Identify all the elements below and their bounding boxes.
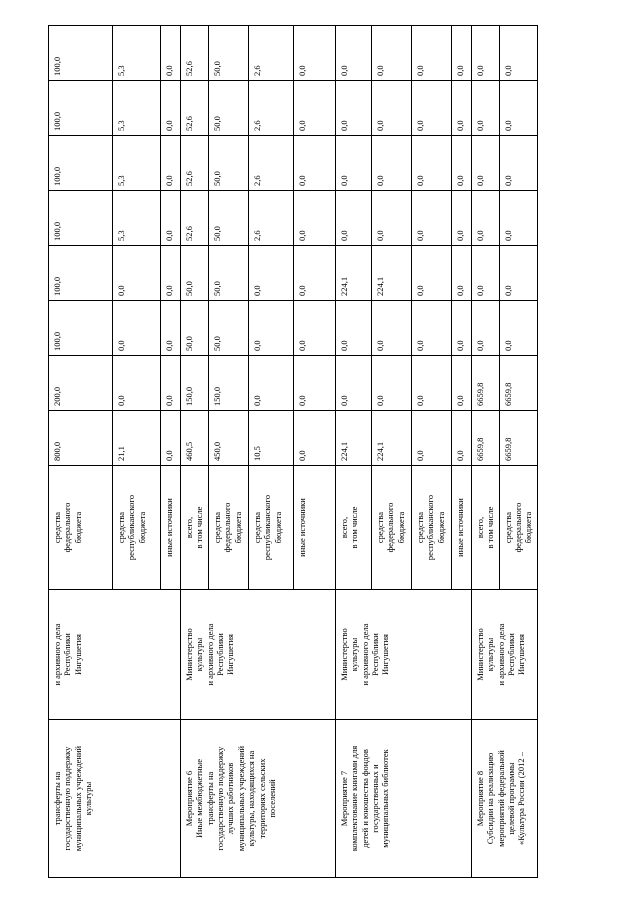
source-cell: средства республиканского бюджета [412,466,452,590]
value-cell: 50,0 [209,136,249,191]
executor-cell: Министерство культуры и архивного дела Республики Ингушетия [472,590,538,720]
value-cell: 0,0 [294,246,336,301]
value-cell: 0,0 [336,301,372,356]
value-cell: 50,0 [181,246,209,301]
executor-cell: и архивного дела Республики Ингушетия [49,590,181,720]
value-cell: 0,0 [372,356,412,411]
executor-cell: Министерство культуры и архивного дела Республики Ингушетия [336,590,472,720]
value-cell: 52,6 [181,191,209,246]
value-cell: 0,0 [412,81,452,136]
value-cell: 0,0 [472,246,500,301]
activity-cell: Мероприятие 6 Иные межбюджетные трансферты на государственную поддержку лучших работников муниципальных учреждений культуры, находящихся на территориях сельских поселений [181,720,336,878]
value-cell: 0,0 [499,191,537,246]
value-cell: 0,0 [452,191,472,246]
value-cell: 0,0 [249,246,294,301]
table-row [336,26,372,878]
value-cell: 0,0 [452,136,472,191]
value-cell: 0,0 [294,136,336,191]
value-cell: 224,1 [336,411,372,466]
value-cell: 2,6 [249,81,294,136]
source-cell: средства федерального бюджета [49,466,113,590]
value-cell: 52,6 [181,26,209,81]
rotated-table-container [48,26,534,878]
value-cell: 5,3 [113,26,161,81]
source-cell: средства республиканского бюджета [113,466,161,590]
value-cell: 450,0 [209,411,249,466]
value-cell: 0,0 [412,411,452,466]
activity-cell: трансферты на государственную поддержку муниципальных учреждений культуры [49,720,181,878]
source-cell: средства федерального бюджета [372,466,412,590]
value-cell: 50,0 [209,26,249,81]
value-cell: 0,0 [336,136,372,191]
value-cell: 0,0 [294,26,336,81]
value-cell: 100,0 [49,301,113,356]
value-cell: 224,1 [336,246,372,301]
value-cell: 0,0 [499,246,537,301]
value-cell: 0,0 [412,191,452,246]
value-cell: 5,3 [113,191,161,246]
value-cell: 5,3 [113,136,161,191]
table-row [472,26,500,878]
value-cell: 200,0 [49,356,113,411]
value-cell: 224,1 [372,411,412,466]
value-cell: 5,3 [113,81,161,136]
value-cell: 0,0 [372,81,412,136]
value-cell: 0,0 [249,301,294,356]
value-cell: 0,0 [372,191,412,246]
value-cell: 100,0 [49,81,113,136]
value-cell: 0,0 [472,81,500,136]
value-cell: 2,6 [249,191,294,246]
value-cell: 50,0 [209,246,249,301]
activity-cell: Мероприятие 8 Субсидии на реализацию мероприятий федеральной целевой программы «Культура России (2012 – [472,720,538,878]
value-cell: 100,0 [49,26,113,81]
value-cell: 0,0 [336,356,372,411]
value-cell: 6659,8 [472,356,500,411]
value-cell: 0,0 [452,81,472,136]
value-cell: 0,0 [113,246,161,301]
value-cell: 0,0 [161,301,181,356]
value-cell: 0,0 [249,356,294,411]
value-cell: 0,0 [113,301,161,356]
value-cell: 0,0 [161,191,181,246]
source-cell: всего, в том числе [472,466,500,590]
executor-cell: Министерство культуры и архивного дела Республики Ингушетия [181,590,336,720]
value-cell: 0,0 [336,191,372,246]
value-cell: 0,0 [372,136,412,191]
value-cell: 0,0 [412,136,452,191]
value-cell: 0,0 [294,301,336,356]
value-cell: 0,0 [113,356,161,411]
source-cell: средства республиканского бюджета [249,466,294,590]
value-cell: 0,0 [499,301,537,356]
source-cell: иные источники [452,466,472,590]
value-cell: 6659,8 [499,356,537,411]
value-cell: 100,0 [49,246,113,301]
value-cell: 0,0 [294,356,336,411]
value-cell: 52,6 [181,136,209,191]
value-cell: 2,6 [249,26,294,81]
value-cell: 0,0 [161,246,181,301]
value-cell: 6659,8 [499,411,537,466]
value-cell: 52,6 [181,81,209,136]
value-cell: 10,5 [249,411,294,466]
value-cell: 100,0 [49,191,113,246]
value-cell: 0,0 [472,301,500,356]
value-cell: 0,0 [161,356,181,411]
value-cell: 0,0 [412,301,452,356]
value-cell: 150,0 [181,356,209,411]
value-cell: 0,0 [372,301,412,356]
value-cell: 0,0 [412,246,452,301]
value-cell: 0,0 [294,81,336,136]
value-cell: 0,0 [452,26,472,81]
value-cell: 0,0 [452,246,472,301]
value-cell: 21,1 [113,411,161,466]
table-row [181,26,209,878]
value-cell: 0,0 [472,26,500,81]
source-cell: иные источники [294,466,336,590]
value-cell: 0,0 [161,136,181,191]
value-cell: 0,0 [499,136,537,191]
value-cell: 0,0 [336,81,372,136]
value-cell: 50,0 [209,191,249,246]
value-cell: 0,0 [412,26,452,81]
value-cell: 100,0 [49,136,113,191]
value-cell: 50,0 [209,81,249,136]
value-cell: 0,0 [499,26,537,81]
value-cell: 0,0 [161,81,181,136]
value-cell: 0,0 [472,191,500,246]
value-cell: 0,0 [161,411,181,466]
value-cell: 50,0 [209,301,249,356]
value-cell: 224,1 [372,246,412,301]
budget-table [48,25,538,878]
value-cell: 0,0 [452,356,472,411]
value-cell: 0,0 [336,26,372,81]
value-cell: 0,0 [452,411,472,466]
activity-cell: Мероприятие 7 комплектование книгами для детей и юношества фондов государственных и муниципальных библиотек [336,720,472,878]
value-cell: 0,0 [372,26,412,81]
source-cell: средства федерального бюджета [209,466,249,590]
value-cell: 800,0 [49,411,113,466]
value-cell: 0,0 [472,136,500,191]
value-cell: 2,6 [249,136,294,191]
value-cell: 0,0 [294,191,336,246]
table-row [49,26,113,878]
value-cell: 0,0 [452,301,472,356]
value-cell: 50,0 [181,301,209,356]
source-cell: всего, в том числе [181,466,209,590]
source-cell: средства федерального бюджета [499,466,537,590]
source-cell: иные источники [161,466,181,590]
value-cell: 150,0 [209,356,249,411]
value-cell: 6659,8 [472,411,500,466]
value-cell: 0,0 [294,411,336,466]
source-cell: всего, в том числе [336,466,372,590]
value-cell: 0,0 [412,356,452,411]
value-cell: 0,0 [161,26,181,81]
value-cell: 460,5 [181,411,209,466]
value-cell: 0,0 [499,81,537,136]
